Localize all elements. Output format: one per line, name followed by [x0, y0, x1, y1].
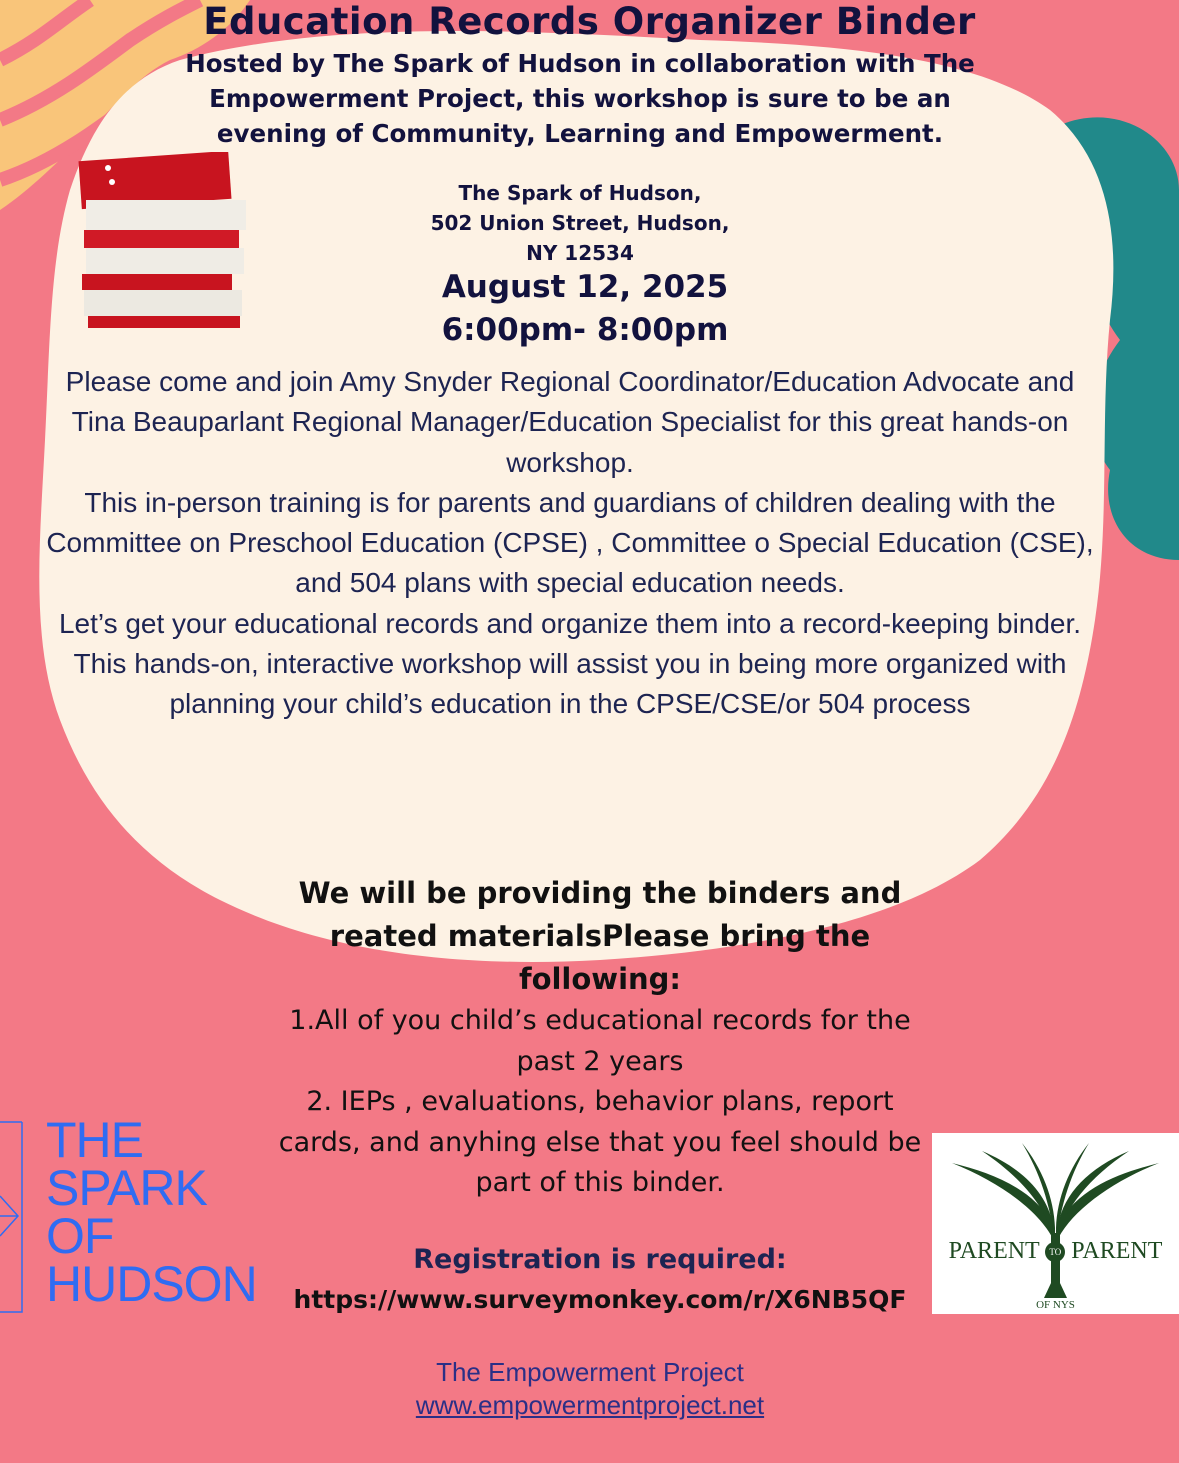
registration-label: Registration is required:	[413, 1244, 787, 1275]
parent-to-parent-name	[932, 1238, 1179, 1265]
description-paragraph-3: Let’s get your educational records and organize them into a record-keeping binder.	[58, 607, 1082, 639]
p2p-name-right: PARENT	[1071, 1238, 1163, 1264]
spark-logo-line-1: THE	[46, 1112, 143, 1168]
spark-logo-line-2: SPARK	[46, 1160, 207, 1216]
event-description	[45, 362, 1095, 725]
binder-stack-image	[78, 152, 253, 330]
footer-org-name: The Empowerment Project	[436, 1357, 744, 1387]
flyer-subtitle: Hosted by The Spark of Hudson in collaboration with The Empowerment Project, this workshop is sure to be an evening of Community, Learning and Empowerment.	[185, 49, 975, 148]
description-paragraph-1: Please come and join Amy Snyder Regional Coordinator/Education Advocate and Tina Beauparlant Regional Manager/Education Specialist for this great hands-on workshop.	[65, 366, 1075, 478]
registration-link[interactable]: https://www.surveymonkey.com/r/X6NB5QF	[293, 1285, 907, 1314]
flyer-title: Education Records Organizer Binder	[203, 0, 976, 43]
footer-website-link[interactable]: www.empowermentproject.net	[415, 1390, 765, 1420]
spark-of-hudson-logo	[46, 1112, 257, 1312]
p2p-subtitle: OF NYS	[1036, 1299, 1075, 1311]
address-line-3: NY 12534	[526, 241, 634, 265]
address-line-2: 502 Union Street, Hudson,	[430, 211, 730, 235]
parent-to-parent-logo	[932, 1133, 1179, 1314]
spark-logo-lines	[0, 1122, 22, 1312]
address-line-1: The Spark of Hudson,	[458, 181, 702, 205]
spark-logo-line-4: HUDSON	[46, 1256, 257, 1312]
venue-address	[380, 178, 780, 268]
bring-item-1: 1.All of you child’s educational records for the past 2 years	[289, 1005, 911, 1077]
p2p-to-badge: TO	[1045, 1242, 1065, 1262]
bring-heading: We will be providing the binders and reated materialsPlease bring the following:	[298, 876, 902, 996]
event-time: 6:00pm- 8:00pm	[441, 312, 729, 348]
description-paragraph-4: This hands-on, interactive workshop will assist you in being more organized with planning your child’s education in the CPSE/CSE/or 504 process	[73, 648, 1067, 720]
bring-list	[265, 1001, 935, 1204]
p2p-name-left: PARENT	[948, 1238, 1040, 1264]
book-tree-icon	[932, 1133, 1179, 1314]
spark-logo-line-3: OF	[46, 1208, 114, 1264]
bring-item-2: 2. IEPs , evaluations, behavior plans, report cards, and anyhing else that you feel should be part of this binder.	[278, 1086, 922, 1198]
event-date: August 12, 2025	[441, 269, 729, 305]
event-datetime	[380, 266, 790, 352]
description-paragraph-2: This in-person training is for parents and guardians of children dealing with the Committee on Preschool Education (CPSE) , Committee o Special Education (CSE), and 504 plans with special education needs.	[46, 486, 1094, 599]
